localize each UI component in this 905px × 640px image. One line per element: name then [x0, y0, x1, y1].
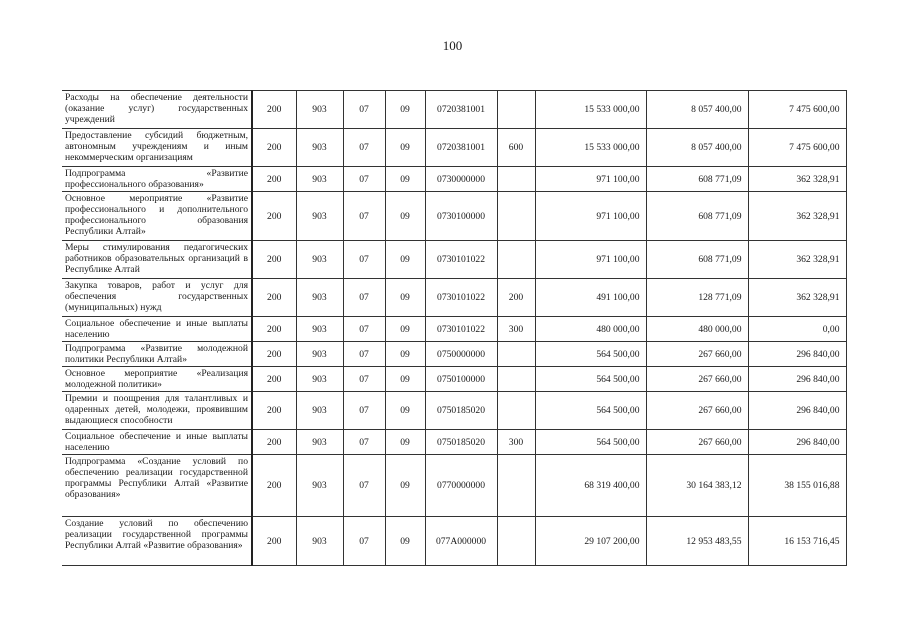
- row-department-code: 903: [296, 367, 343, 392]
- row-remainder-amount: 296 840,00: [748, 342, 846, 367]
- row-admin-code: 200: [252, 192, 296, 241]
- table-row: [62, 517, 846, 566]
- row-executed-amount: 267 660,00: [646, 430, 748, 455]
- row-department-code: 903: [296, 129, 343, 167]
- row-department-code: 903: [296, 91, 343, 129]
- row-target-article: 0730101022: [425, 279, 497, 317]
- row-remainder-amount: 362 328,91: [748, 167, 846, 192]
- row-name: Подпрограмма «Создание условий по обеспечению реализации государственной программы Республики Алтай «Развитие образования»: [62, 455, 252, 517]
- row-department-code: 903: [296, 279, 343, 317]
- row-name: Основное мероприятие «Развитие профессионального и дополнительного профессионального образования Республики Алтай»: [62, 192, 252, 241]
- table-row: [62, 241, 846, 279]
- row-executed-amount: 267 660,00: [646, 392, 748, 430]
- row-department-code: 903: [296, 167, 343, 192]
- row-remainder-amount: 7 475 600,00: [748, 129, 846, 167]
- table-row: [62, 430, 846, 455]
- row-remainder-amount: 0,00: [748, 317, 846, 342]
- row-section-code: 07: [343, 279, 385, 317]
- row-name: Социальное обеспечение и иные выплаты населению: [62, 430, 252, 455]
- row-subsection-code: 09: [385, 317, 425, 342]
- row-expense-type: [497, 241, 535, 279]
- row-expense-type: [497, 91, 535, 129]
- row-section-code: 07: [343, 91, 385, 129]
- row-name: Подпрограмма «Развитие молодежной политики Республики Алтай»: [62, 342, 252, 367]
- row-remainder-amount: 296 840,00: [748, 367, 846, 392]
- row-name: Расходы на обеспечение деятельности (оказание услуг) государственных учреждений: [62, 91, 252, 129]
- row-executed-amount: 267 660,00: [646, 367, 748, 392]
- row-admin-code: 200: [252, 241, 296, 279]
- row-target-article: 0750185020: [425, 392, 497, 430]
- row-section-code: 07: [343, 317, 385, 342]
- table-row: [62, 317, 846, 342]
- row-planned-amount: 971 100,00: [535, 192, 646, 241]
- row-remainder-amount: 7 475 600,00: [748, 91, 846, 129]
- row-name: Премии и поощрения для талантливых и одаренных детей, молодежи, проявившим выдающиеся способности: [62, 392, 252, 430]
- table-row: [62, 392, 846, 430]
- row-executed-amount: 12 953 483,55: [646, 517, 748, 566]
- table-body: [62, 91, 846, 566]
- row-subsection-code: 09: [385, 367, 425, 392]
- row-planned-amount: 971 100,00: [535, 241, 646, 279]
- row-planned-amount: 15 533 000,00: [535, 129, 646, 167]
- row-expense-type: [497, 167, 535, 192]
- table-row: [62, 192, 846, 241]
- row-target-article: 0720381001: [425, 129, 497, 167]
- row-subsection-code: 09: [385, 392, 425, 430]
- row-name: Социальное обеспечение и иные выплаты населению: [62, 317, 252, 342]
- row-target-article: 0730100000: [425, 192, 497, 241]
- row-planned-amount: 68 319 400,00: [535, 455, 646, 517]
- row-name: Закупка товаров, работ и услуг для обеспечения государственных (муниципальных) нужд: [62, 279, 252, 317]
- row-section-code: 07: [343, 342, 385, 367]
- table-row: [62, 167, 846, 192]
- row-planned-amount: 971 100,00: [535, 167, 646, 192]
- row-subsection-code: 09: [385, 342, 425, 367]
- row-target-article: 0770000000: [425, 455, 497, 517]
- row-expense-type: [497, 367, 535, 392]
- row-executed-amount: 267 660,00: [646, 342, 748, 367]
- row-executed-amount: 8 057 400,00: [646, 91, 748, 129]
- row-target-article: 0750185020: [425, 430, 497, 455]
- row-admin-code: 200: [252, 91, 296, 129]
- row-target-article: 0750100000: [425, 367, 497, 392]
- row-planned-amount: 480 000,00: [535, 317, 646, 342]
- row-expense-type: 600: [497, 129, 535, 167]
- row-target-article: 0730101022: [425, 241, 497, 279]
- row-admin-code: 200: [252, 317, 296, 342]
- row-department-code: 903: [296, 342, 343, 367]
- row-expense-type: [497, 342, 535, 367]
- row-section-code: 07: [343, 192, 385, 241]
- row-section-code: 07: [343, 392, 385, 430]
- row-remainder-amount: 362 328,91: [748, 241, 846, 279]
- row-department-code: 903: [296, 392, 343, 430]
- row-department-code: 903: [296, 430, 343, 455]
- row-executed-amount: 480 000,00: [646, 317, 748, 342]
- row-expense-type: 300: [497, 317, 535, 342]
- table-row: [62, 279, 846, 317]
- row-admin-code: 200: [252, 167, 296, 192]
- row-planned-amount: 15 533 000,00: [535, 91, 646, 129]
- row-subsection-code: 09: [385, 279, 425, 317]
- row-executed-amount: 30 164 383,12: [646, 455, 748, 517]
- row-subsection-code: 09: [385, 517, 425, 566]
- row-expense-type: 300: [497, 430, 535, 455]
- row-section-code: 07: [343, 517, 385, 566]
- row-target-article: 0750000000: [425, 342, 497, 367]
- row-section-code: 07: [343, 455, 385, 517]
- row-executed-amount: 608 771,09: [646, 167, 748, 192]
- row-subsection-code: 09: [385, 241, 425, 279]
- row-expense-type: 200: [497, 279, 535, 317]
- row-target-article: 077А000000: [425, 517, 497, 566]
- row-remainder-amount: 362 328,91: [748, 192, 846, 241]
- table-row: [62, 367, 846, 392]
- row-admin-code: 200: [252, 455, 296, 517]
- row-executed-amount: 128 771,09: [646, 279, 748, 317]
- row-section-code: 07: [343, 367, 385, 392]
- row-admin-code: 200: [252, 392, 296, 430]
- row-planned-amount: 564 500,00: [535, 392, 646, 430]
- row-planned-amount: 491 100,00: [535, 279, 646, 317]
- row-expense-type: [497, 455, 535, 517]
- table-row: [62, 455, 846, 517]
- budget-table: [62, 90, 847, 566]
- row-name: Создание условий по обеспечению реализации государственной программы Республики Алтай «Развитие образования»: [62, 517, 252, 566]
- row-department-code: 903: [296, 455, 343, 517]
- row-subsection-code: 09: [385, 167, 425, 192]
- row-name: Подпрограмма «Развитие профессионального образования»: [62, 167, 252, 192]
- row-executed-amount: 608 771,09: [646, 241, 748, 279]
- row-planned-amount: 564 500,00: [535, 430, 646, 455]
- table-row: [62, 342, 846, 367]
- row-target-article: 0730000000: [425, 167, 497, 192]
- row-department-code: 903: [296, 317, 343, 342]
- row-section-code: 07: [343, 430, 385, 455]
- row-planned-amount: 29 107 200,00: [535, 517, 646, 566]
- row-department-code: 903: [296, 241, 343, 279]
- row-planned-amount: 564 500,00: [535, 367, 646, 392]
- row-subsection-code: 09: [385, 91, 425, 129]
- row-admin-code: 200: [252, 129, 296, 167]
- row-remainder-amount: 296 840,00: [748, 430, 846, 455]
- row-section-code: 07: [343, 241, 385, 279]
- row-subsection-code: 09: [385, 455, 425, 517]
- row-remainder-amount: 296 840,00: [748, 392, 846, 430]
- row-remainder-amount: 16 153 716,45: [748, 517, 846, 566]
- row-expense-type: [497, 392, 535, 430]
- row-name: Меры стимулирования педагогических работников образовательных организаций в Республике Алтай: [62, 241, 252, 279]
- row-expense-type: [497, 192, 535, 241]
- row-admin-code: 200: [252, 367, 296, 392]
- row-subsection-code: 09: [385, 430, 425, 455]
- row-executed-amount: 8 057 400,00: [646, 129, 748, 167]
- row-admin-code: 200: [252, 279, 296, 317]
- row-subsection-code: 09: [385, 192, 425, 241]
- row-admin-code: 200: [252, 430, 296, 455]
- row-planned-amount: 564 500,00: [535, 342, 646, 367]
- table-row: [62, 129, 846, 167]
- row-admin-code: 200: [252, 342, 296, 367]
- row-department-code: 903: [296, 517, 343, 566]
- row-expense-type: [497, 517, 535, 566]
- row-executed-amount: 608 771,09: [646, 192, 748, 241]
- row-name: Основное мероприятие «Реализация молодежной политики»: [62, 367, 252, 392]
- row-department-code: 903: [296, 192, 343, 241]
- row-section-code: 07: [343, 129, 385, 167]
- row-subsection-code: 09: [385, 129, 425, 167]
- row-target-article: 0720381001: [425, 91, 497, 129]
- row-target-article: 0730101022: [425, 317, 497, 342]
- row-section-code: 07: [343, 167, 385, 192]
- row-admin-code: 200: [252, 517, 296, 566]
- page-number: 100: [442, 38, 463, 53]
- table-row: [62, 91, 846, 129]
- row-remainder-amount: 38 155 016,88: [748, 455, 846, 517]
- row-name: Предоставление субсидий бюджетным, автономным учреждениям и иным некоммерческим организациям: [62, 129, 252, 167]
- row-remainder-amount: 362 328,91: [748, 279, 846, 317]
